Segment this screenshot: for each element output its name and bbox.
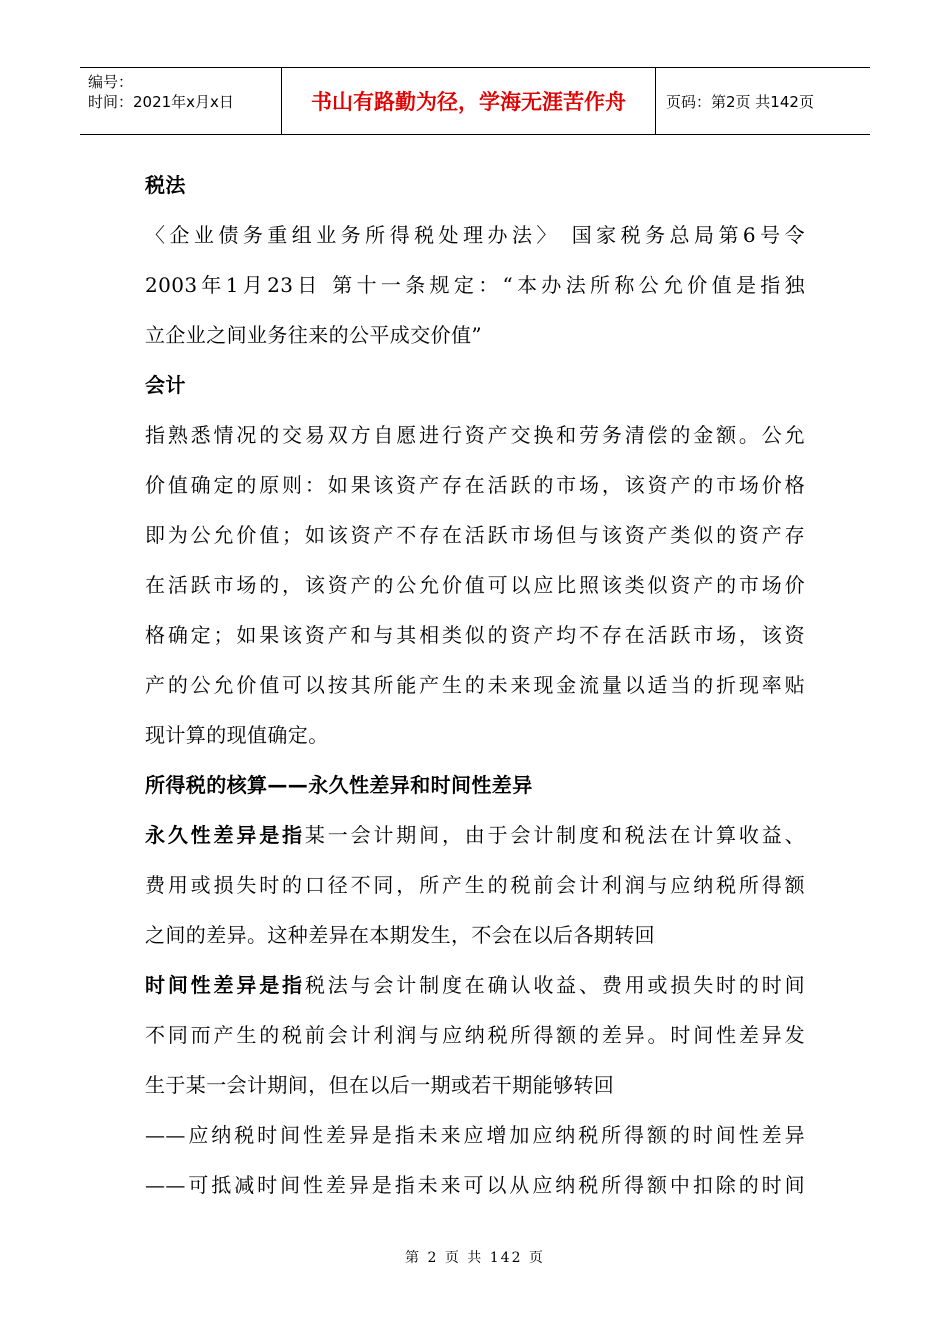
term-definition: 税法与会计制度在确认收益、费用或损失时的时间 — [304, 973, 805, 997]
paragraph-line: 指熟悉情况的交易双方自愿进行资产交换和劳务清偿的金额。公允 — [145, 423, 805, 447]
paragraph-line: 格确定；如果该资产和与其相类似的资产均不存在活跃市场，该资 — [145, 623, 805, 647]
paragraph-line: 价值确定的原则：如果该资产存在活跃的市场，该资产的市场价格 — [145, 473, 805, 497]
header-meta — [80, 68, 282, 134]
term-timing-difference: 时间性差异是指 — [145, 973, 305, 997]
term-permanent-difference: 永久性差异是指 — [145, 823, 305, 847]
paragraph-line: 即为公允价值；如该资产不存在活跃市场但与该资产类似的资产存 — [145, 523, 805, 547]
paragraph-line: 〈企业债务重组业务所得税处理办法〉 国家税务总局第6号令 — [145, 223, 805, 247]
term-definition: 某一会计期间，由于会计制度和税法在计算收益、 — [304, 823, 805, 847]
paragraph-line: 之间的差异。这种差异在本期发生，不会在以后各期转回 — [145, 923, 655, 947]
heading-tax-law: 税法 — [145, 173, 186, 197]
document-body — [145, 160, 805, 1210]
paragraph-line: 在活跃市场的，该资产的公允价值可以应比照该类似资产的市场价 — [145, 573, 805, 597]
doc-number: 编号： — [88, 73, 134, 91]
paragraph-line: 生于某一会计期间，但在以后一期或若干期能够转回 — [145, 1073, 615, 1097]
heading-accounting: 会计 — [145, 373, 186, 397]
doc-date: 时间：2021年x月x日 — [88, 93, 234, 111]
paragraph-line — [145, 960, 805, 1010]
paragraph-line: 2003年1月23日 第十一条规定：“本办法所称公允价值是指独 — [145, 273, 805, 297]
paragraph-line: 费用或损失时的口径不同，所产生的税前会计利润与应纳税所得额 — [145, 873, 805, 897]
page-footer: 第 2 页 共 142 页 — [405, 1250, 545, 1266]
paragraph-line: 现计算的现值确定。 — [145, 723, 329, 747]
paragraph-line: 立企业之间业务往来的公平成交价值” — [145, 323, 483, 347]
paragraph-line: ——应纳税时间性差异是指未来应增加应纳税所得额的时间性差异 — [145, 1123, 805, 1147]
paragraph-line: 不同而产生的税前会计利润与应纳税所得额的差异。时间性差异发 — [145, 1023, 805, 1047]
header-motto: 书山有路勤为径，学海无涯苦作舟 — [282, 68, 656, 134]
heading-income-tax: 所得税的核算——永久性差异和时间性差异 — [145, 773, 533, 797]
paragraph-line: ——可抵减时间性差异是指未来可以从应纳税所得额中扣除的时间 — [145, 1173, 805, 1197]
header-page-number: 页码：第2页 共142页 — [666, 92, 814, 111]
paragraph-line — [145, 810, 805, 860]
page-header — [80, 67, 870, 135]
paragraph-line: 产的公允价值可以按其所能产生的未来现金流量以适当的折现率贴 — [145, 673, 805, 697]
